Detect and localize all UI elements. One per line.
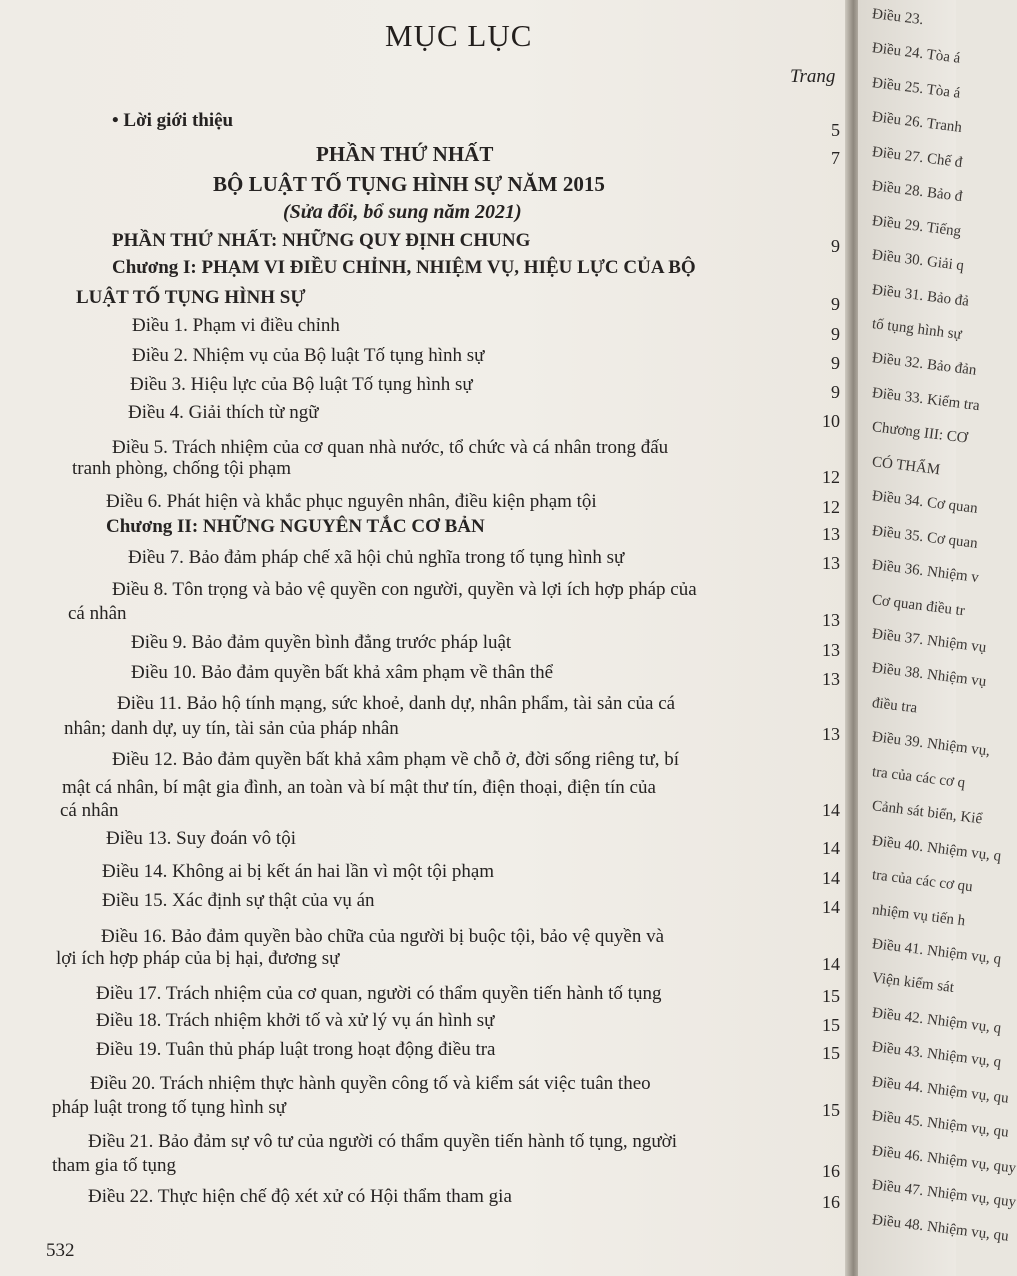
facing-page-line: Điều 34. Cơ quan [871,488,979,518]
toc-entry-text: cá nhân [68,603,127,624]
page-number: 532 [46,1240,75,1261]
toc-entry-text: Điều 13. Suy đoán vô tội [106,828,296,849]
toc-entry-text: Điều 15. Xác định sự thật của vụ án [102,890,375,911]
facing-page-line: Điều 43. Nhiệm vụ, q [871,1039,1003,1072]
toc-entry-page: 13 [822,640,840,660]
toc-entry-page: 10 [822,411,840,431]
facing-page-line: Điều 32. Bảo đản [871,350,978,380]
toc-entry-text: Điều 9. Bảo đảm quyền bình đẳng trước pháp luật [131,632,512,653]
toc-entry-page: 16 [822,1161,840,1181]
facing-page-line: Điều 38. Nhiệm vụ [871,660,988,691]
law-title: BỘ LUẬT TỐ TỤNG HÌNH SỰ NĂM 2015 [213,172,605,196]
toc-entry-page: 15 [822,1043,840,1063]
toc-entry-text: Điều 17. Trách nhiệm của cơ quan, người có thẩm quyền tiến hành tố tụng [96,983,662,1004]
facing-page-line: Cơ quan điều tr [871,591,966,619]
toc-entry-text: Điều 5. Trách nhiệm của cơ quan nhà nước, tổ chức và cá nhân trong đấu [112,437,669,458]
toc-entry-page: 14 [822,868,840,888]
toc-entry-page: 12 [822,497,840,517]
toc-entry-page: 9 [831,353,840,373]
toc-entry-text: nhân; danh dự, uy tín, tài sản của pháp nhân [64,718,399,739]
toc-entry-text: Chương II: NHỮNG NGUYÊN TẮC CƠ BẢN [106,516,485,537]
toc-entry-page: 9 [831,324,840,344]
toc-entry-text: tranh phòng, chống tội phạm [72,458,291,479]
toc-entry-text: Điều 2. Nhiệm vụ của Bộ luật Tố tụng hình sự [132,345,485,366]
facing-page-line: Điều 44. Nhiệm vụ, qu [871,1073,1010,1107]
law-subtitle: (Sửa đổi, bổ sung năm 2021) [283,201,522,223]
page-title: MỤC LỤC [385,18,533,53]
toc-entry-text: Điều 4. Giải thích từ ngữ [128,402,319,423]
toc-entry-text: Điều 1. Phạm vi điều chỉnh [132,315,340,336]
facing-page-line: Điều 36. Nhiệm v [871,557,980,587]
facing-page-line: Điều 26. Tranh [871,109,963,137]
facing-page-line: CÓ THẨM [871,453,942,479]
facing-page-line: Cảnh sát biển, Kiể [871,798,984,828]
toc-entry-text: Điều 10. Bảo đảm quyền bất khả xâm phạm về thân thể [131,662,554,683]
facing-page-line: Điều 46. Nhiệm vụ, quy [871,1142,1017,1177]
facing-page-line: Điều 40. Nhiệm vụ, q [871,832,1003,865]
facing-page-line: Điều 31. Bảo đả [871,281,970,310]
facing-page-line: điều tra [871,694,919,717]
facing-page-line: Điều 24. Tòa á [871,40,962,68]
facing-page-line: Điều 37. Nhiệm vụ [871,626,988,656]
toc-entry-page: 13 [822,669,840,689]
toc-entry-text: Điều 3. Hiệu lực của Bộ luật Tố tụng hình sự [130,374,473,395]
toc-entry-text: Điều 7. Bảo đảm pháp chế xã hội chủ nghĩa trong tố tụng hình sự [128,547,625,568]
toc-entry-text: Điều 8. Tôn trọng và bảo vệ quyền con người, quyền và lợi ích hợp pháp của [112,579,697,600]
part-heading-page: 7 [831,148,840,168]
toc-entry-text: Điều 21. Bảo đảm sự vô tư của người có thẩm quyền tiến hành tố tụng, người [88,1131,677,1152]
toc-entry-text: Điều 12. Bảo đảm quyền bất khả xâm phạm về chỗ ở, đời sống riêng tư, bí [112,749,680,770]
toc-entry-page: 13 [822,724,840,744]
toc-entry-page: 15 [822,1100,840,1120]
toc-entry-page: 14 [822,838,840,858]
intro-entry: • Lời giới thiệu [112,110,234,131]
facing-page-line: Điều 28. Bảo đ [871,178,964,206]
toc-entry-text: Điều 20. Trách nhiệm thực hành quyền công tố và kiểm sát việc tuân theo [90,1073,651,1094]
facing-page-line: tố tụng hình sự [871,316,963,343]
toc-entry-text: tham gia tố tụng [52,1155,177,1176]
toc-entry-text: PHẦN THỨ NHẤT: NHỮNG QUY ĐỊNH CHUNG [112,230,531,251]
facing-page-line: Chương III: CƠ [871,419,969,447]
toc-entry-page: 14 [822,897,840,917]
toc-entry-text: Điều 6. Phát hiện và khắc phục nguyên nhân, điều kiện phạm tội [106,491,597,512]
toc-entry-page: 9 [831,294,840,314]
toc-entry-text: Điều 18. Trách nhiệm khởi tố và xử lý vụ án hình sự [96,1010,495,1031]
toc-entry-page: 15 [822,986,840,1006]
toc-entry-text: pháp luật trong tố tụng hình sự [52,1097,287,1118]
toc-entry-page: 9 [831,236,840,256]
toc-entry-text: Điều 11. Bảo hộ tính mạng, sức khoẻ, danh dự, nhân phẩm, tài sản của cá [117,693,676,714]
facing-page-line: Điều 48. Nhiệm vụ, qu [871,1211,1010,1245]
toc-entry-page: 15 [822,1015,840,1035]
facing-page-line: Điều 27. Chế đ [871,143,964,171]
facing-page-line: Điều 30. Giải q [871,247,965,275]
facing-page-line: Điều 33. Kiểm tra [871,384,981,415]
facing-page-line: Điều 39. Nhiệm vụ, [871,729,991,760]
toc-entry-text: LUẬT TỐ TỤNG HÌNH SỰ [76,287,306,308]
toc-entry-text: Chương I: PHẠM VI ĐIỀU CHỈNH, NHIỆM VỤ, HIỆU LỰC CỦA BỘ [112,257,696,278]
toc-entry-page: 13 [822,524,840,544]
facing-page-line: Điều 35. Cơ quan [871,522,979,552]
toc-entry-page: 13 [822,553,840,573]
facing-page-line: Viện kiểm sát [871,970,955,997]
facing-page-line: tra của các cơ q [871,763,967,792]
toc-entry-page: 14 [822,800,840,820]
toc-entry-text: mật cá nhân, bí mật gia đình, an toàn và bí mật thư tín, điện thoại, điện tín của [62,777,656,798]
facing-page-line: Điều 42. Nhiệm vụ, q [871,1004,1003,1037]
facing-page-line: Điều 29. Tiếng [871,212,962,240]
facing-page-line: Điều 23. [871,6,925,29]
intro-page: 5 [831,120,840,140]
toc-entry-text: Điều 16. Bảo đảm quyền bào chữa của người bị buộc tội, bảo vệ quyền và [101,926,665,947]
facing-page [858,0,1017,1276]
toc-entry-text: lợi ích hợp pháp của bị hại, đương sự [56,948,340,969]
facing-page-line: Điều 41. Nhiệm vụ, q [871,936,1003,968]
book-spine-shadow [845,0,859,1276]
page-column-header: Trang [790,66,836,87]
part-heading: PHẦN THỨ NHẤT [316,142,494,166]
toc-entry-text: Điều 19. Tuân thủ pháp luật trong hoạt động điều tra [96,1039,496,1060]
toc-entry-page: 13 [822,610,840,630]
facing-page-line: nhiệm vụ tiến h [871,901,967,929]
facing-page-line: Điều 45. Nhiệm vụ, qu [871,1108,1010,1141]
toc-entry-text: Điều 14. Không ai bị kết án hai lần vì một tội phạm [102,861,495,882]
facing-page-line: Điều 25. Tòa á [871,74,962,102]
toc-entry-page: 9 [831,382,840,402]
toc-entry-text: Điều 22. Thực hiện chế độ xét xử có Hội thẩm tham gia [88,1186,512,1207]
toc-entry-text: cá nhân [60,800,119,821]
toc-entry-page: 16 [822,1192,840,1212]
toc-entry-page: 14 [822,954,840,974]
facing-page-line: tra của các cơ qu [871,867,974,896]
toc-entry-page: 12 [822,467,840,487]
facing-page-line: Điều 47. Nhiệm vụ, quy [871,1177,1017,1211]
